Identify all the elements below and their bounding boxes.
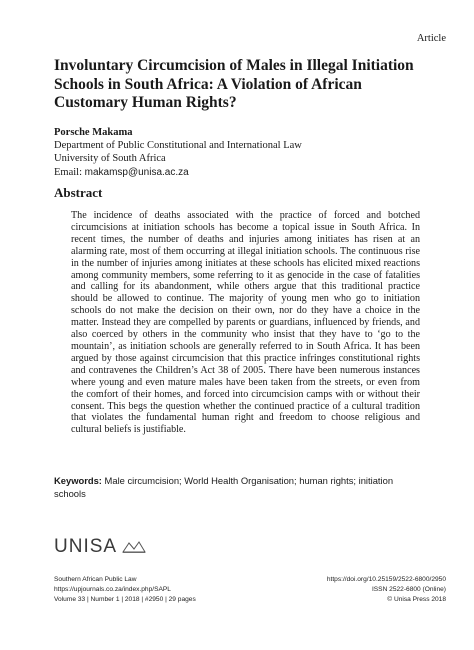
footer-issn: ISSN 2522-6800 (Online): [371, 586, 446, 593]
footer-publication-info: [327, 575, 446, 605]
unisa-logo: [54, 537, 147, 557]
author-email-line: [54, 166, 302, 179]
keywords-block: [54, 474, 422, 500]
footer-journal-url[interactable]: https://upjournals.co.za/index.php/SAPL: [54, 586, 171, 593]
footer-copyright: © Unisa Press 2018: [387, 596, 446, 603]
footer-doi[interactable]: https://doi.org/10.25159/2522-6800/2950: [326, 576, 446, 583]
footer-volume-info: Volume 33 | Number 1 | 2018 | #2950 | 29 pages: [54, 596, 196, 603]
author-name: Porsche Makama: [54, 127, 133, 138]
paper-title: Involuntary Circumcision of Males in Illegal Initiation Schools in South Africa: A Violation of African Customary Human Rights?: [54, 57, 414, 111]
footer-journal-info: [54, 575, 196, 605]
abstract-text: The incidence of deaths associated with the practice of forced and botched circumcisions at initiation schools has become a topical issue in South Africa. In recent times, the number of deaths and injuries among initiates has risen at an alarming rate, most of them occurring at illegal initiation schools. The continuous rise in the number of injuries among initiates at these schools has elicited mixed reactions among community members, some referring to it as genocide in the case of fatalities and calling for its abandonment, while others argue that this traditional practice should be allowed to continue. The majority of young men who go to initiation schools do not make the decision on their own, nor do they have a choice in the matter. Instead they are compelled by parents or guardians, influenced by friends, and also coerced by others in the community who insist that they have to ‘go to the mountain’, as initiation schools are generally referred to in South Africa. It has been argued by those against circumcision that this practice infringes constitutional rights and contravenes the Children’s Act 38 of 2005. There have been numerous instances where young and even mature males have been taken from the streets, or even from the comfort of their homes, and forced into circumcision camps with or without their consent. This begs the question whether the continued practice of a cultural tradition that violates the fundamental human right and freedom to choose religious and cultural beliefs is justifiable.: [71, 210, 420, 436]
logo-wordmark: UNISA: [54, 536, 118, 557]
article-type-label: Article: [416, 33, 446, 44]
logo-emblem-icon: [121, 540, 147, 554]
author-email[interactable]: makamsp@unisa.ac.za: [84, 166, 189, 178]
author-department: Department of Public Constitutional and International Law: [54, 140, 302, 152]
keywords-label: Keywords:: [54, 475, 102, 486]
email-label: Email:: [54, 166, 85, 178]
footer-journal-name: Southern African Public Law: [54, 576, 137, 583]
keywords-text: Male circumcision; World Health Organisation; human rights; initiation schools: [54, 475, 394, 499]
author-block: [54, 126, 302, 179]
author-university: University of South Africa: [54, 153, 166, 165]
abstract-heading: Abstract: [54, 185, 103, 200]
